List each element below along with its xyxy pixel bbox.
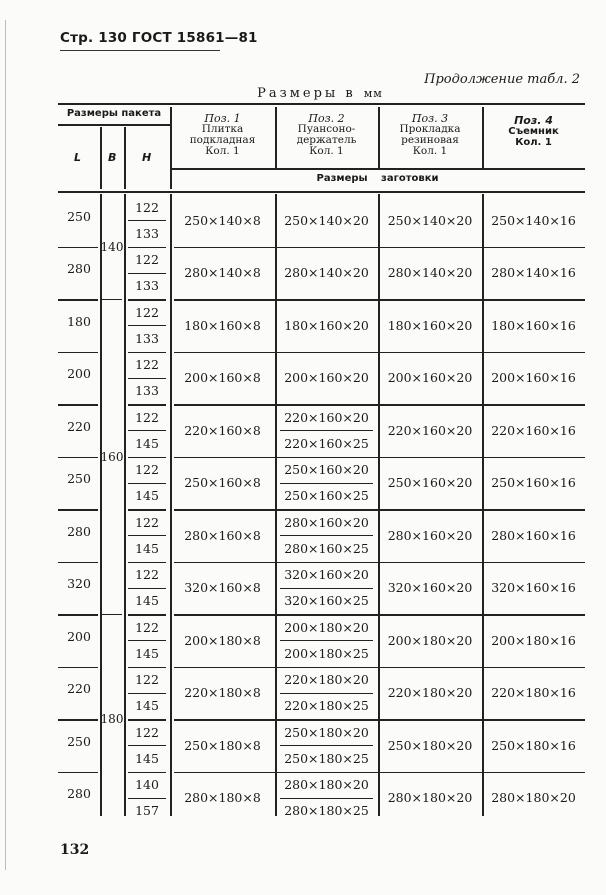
pos1-size: 220×160×8 — [184, 422, 261, 438]
pos2-size: 250×160×25 — [284, 488, 369, 504]
pos2-size: 180×160×20 — [284, 317, 369, 333]
col-L-header: L — [74, 151, 82, 164]
H-value: 122 — [135, 357, 159, 373]
position-header-3 — [378, 113, 482, 157]
H-value: 145 — [135, 435, 159, 451]
L-value: 320 — [67, 576, 91, 592]
pos4-size: 320×160×16 — [491, 580, 576, 596]
pos2-size: 250×140×20 — [284, 212, 369, 228]
pos1-size: 180×160×8 — [184, 317, 261, 333]
col-H-header: H — [142, 151, 152, 164]
position-pos: Поз. 1 — [204, 112, 241, 125]
pos2-size: 250×160×20 — [284, 462, 369, 478]
pos3-size: 180×160×20 — [387, 317, 473, 333]
B-value: 180 — [100, 712, 124, 726]
pos2-size: 320×160×20 — [284, 567, 369, 583]
L-value: 280 — [67, 261, 91, 277]
H-value: 133 — [135, 225, 159, 241]
position-name: Плитка подкладная — [189, 123, 256, 146]
L-value: 220 — [67, 418, 91, 434]
H-value: 140 — [135, 777, 159, 793]
pos4-size: 220×160×16 — [491, 422, 576, 438]
header-vline-LB — [100, 127, 102, 189]
L-value: 250 — [67, 471, 91, 487]
H-value: 133 — [135, 330, 159, 346]
L-value: 200 — [67, 628, 91, 644]
header-bottom-rule — [58, 191, 585, 193]
units-label: Размеры в — [257, 86, 356, 101]
pos4-size: 200×180×16 — [491, 632, 576, 648]
position-pos: Поз. 2 — [308, 112, 345, 125]
pos4-size: 220×180×16 — [491, 685, 576, 701]
position-header-2 — [275, 113, 378, 157]
pos2-size: 280×140×20 — [284, 265, 369, 281]
pos2-size: 220×160×25 — [284, 435, 369, 451]
pos3-size: 250×140×20 — [387, 212, 473, 228]
pos4-size: 250×140×16 — [491, 212, 576, 228]
page-reference: Стр. 130 ГОСТ 15861—81 — [60, 30, 258, 46]
col-B-header: B — [108, 151, 117, 164]
pos4-size: 200×160×16 — [491, 370, 576, 386]
pos2-size: 220×160×20 — [284, 409, 369, 425]
position-pos: Поз. 4 — [514, 114, 553, 127]
H-value: 122 — [135, 672, 159, 688]
header-vline-pos — [482, 107, 484, 169]
table-continuation-label: Продолжение табл. 2 — [424, 72, 580, 87]
pos4-size: 280×180×20 — [491, 790, 576, 806]
pos2-size: 200×180×25 — [284, 645, 369, 661]
H-value: 157 — [135, 803, 159, 819]
position-qty: Кол. 1 — [309, 145, 344, 157]
pos3-size: 280×160×20 — [387, 527, 473, 543]
pos3-size: 250×160×20 — [387, 475, 473, 491]
H-value: 145 — [135, 698, 159, 714]
pos4-size: 180×160×16 — [491, 317, 576, 333]
pos1-size: 320×160×8 — [184, 580, 261, 596]
H-value: 122 — [135, 199, 159, 215]
H-value: 122 — [135, 252, 159, 268]
position-header-4 — [482, 115, 585, 148]
pos3-size: 200×160×20 — [387, 370, 473, 386]
H-value: 122 — [135, 462, 159, 478]
header-vline-pos — [275, 107, 277, 169]
pos2-size: 280×160×25 — [284, 540, 369, 556]
pos3-size: 280×140×20 — [387, 265, 473, 281]
H-value: 122 — [135, 567, 159, 583]
L-value: 200 — [67, 366, 91, 382]
pos2-size: 200×160×20 — [284, 370, 369, 386]
pos3-size: 250×180×20 — [387, 737, 473, 753]
units-caption — [0, 86, 606, 101]
pos1-size: 200×160×8 — [184, 370, 261, 386]
table-top-rule — [58, 103, 585, 105]
scan-margin-line — [5, 20, 6, 870]
pos3-size: 220×180×20 — [387, 685, 473, 701]
pos4-size: 280×160×16 — [491, 527, 576, 543]
pos2-size: 280×180×20 — [284, 777, 369, 793]
B-value: 140 — [100, 239, 124, 254]
pos1-size: 250×140×8 — [184, 212, 261, 228]
header-vline-BH — [124, 127, 126, 189]
dimensions-table — [58, 103, 585, 843]
L-value: 250 — [67, 208, 91, 224]
H-value: 145 — [135, 593, 159, 609]
pos3-size: 320×160×20 — [387, 580, 473, 596]
position-header-1 — [170, 113, 275, 157]
position-qty: Кол. 1 — [412, 145, 448, 157]
H-value: 145 — [135, 645, 159, 661]
H-value: 122 — [135, 514, 159, 530]
pos1-size: 280×160×8 — [184, 527, 261, 543]
pos4-size: 280×140×16 — [491, 265, 576, 281]
L-value: 250 — [67, 733, 91, 749]
H-value: 145 — [135, 750, 159, 766]
pos2-size: 250×180×25 — [284, 750, 369, 766]
B-value: 160 — [100, 449, 124, 464]
pos4-size: 250×180×16 — [491, 737, 576, 753]
H-value: 133 — [135, 383, 159, 399]
pos1-size: 280×180×8 — [184, 790, 261, 806]
pos1-size: 220×180×8 — [184, 685, 261, 701]
H-value: 145 — [135, 488, 159, 504]
position-qty: Кол. 1 — [205, 145, 240, 157]
pos1-size: 280×140×8 — [184, 265, 261, 281]
position-name: Прокладка резиновая — [399, 123, 461, 146]
H-value: 122 — [135, 619, 159, 635]
L-value: 180 — [67, 313, 91, 329]
pos2-size: 280×160×20 — [284, 514, 369, 530]
position-pos: Поз. 3 — [411, 112, 449, 125]
position-name: Съемник — [508, 126, 559, 137]
pos3-size: 280×180×20 — [387, 790, 473, 806]
H-value: 122 — [135, 409, 159, 425]
blank-sizes-header: Размеры заготовки — [316, 173, 439, 184]
pos2-size: 320×160×25 — [284, 593, 369, 609]
pos2-size: 220×180×20 — [284, 672, 369, 688]
L-value: 220 — [67, 681, 91, 697]
H-value: 133 — [135, 278, 159, 294]
H-value: 122 — [135, 304, 159, 320]
pos1-size: 250×180×8 — [184, 737, 261, 753]
H-value: 122 — [135, 724, 159, 740]
pos2-size: 220×180×25 — [284, 698, 369, 714]
header-vline-pos — [378, 107, 380, 169]
position-name: Пуансоно- держатель — [296, 123, 357, 146]
package-header-rule — [58, 124, 170, 126]
page-number: 132 — [60, 842, 90, 858]
position-qty: Кол. 1 — [515, 137, 552, 148]
pos2-size: 280×180×25 — [284, 803, 369, 819]
pos4-size: 250×160×16 — [491, 475, 576, 491]
pos3-size: 200×180×20 — [387, 632, 473, 648]
pos2-size: 250×180×20 — [284, 724, 369, 740]
header-underline — [60, 50, 220, 51]
pos3-size: 220×160×20 — [387, 422, 473, 438]
L-value: 280 — [67, 786, 91, 802]
pos1-size: 250×160×8 — [184, 475, 261, 491]
units-unit: мм — [363, 87, 383, 100]
H-value: 145 — [135, 540, 159, 556]
pos2-size: 200×180×20 — [284, 619, 369, 635]
positions-header-rule — [170, 168, 585, 170]
L-value: 280 — [67, 523, 91, 539]
package-sizes-header: Размеры пакета — [66, 108, 162, 119]
pos1-size: 200×180×8 — [184, 632, 261, 648]
